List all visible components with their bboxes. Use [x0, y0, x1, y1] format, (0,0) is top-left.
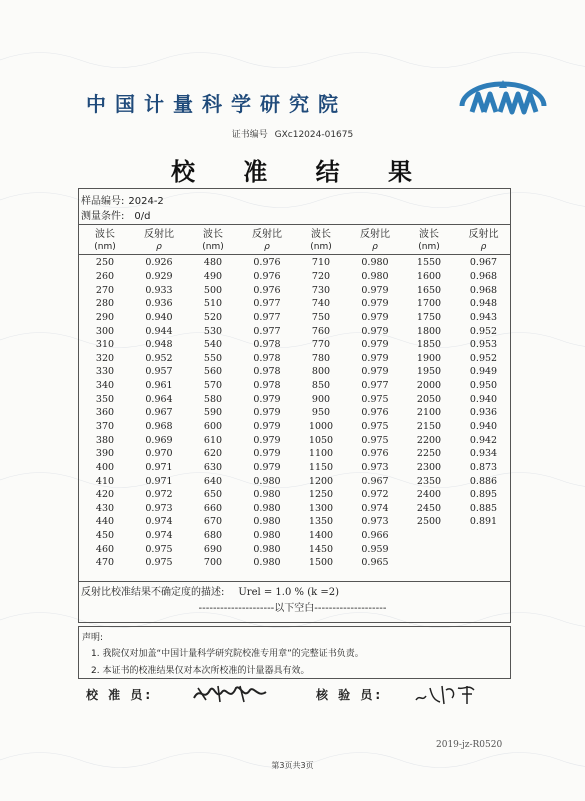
- reflectance-cell: 0.952: [469, 352, 498, 364]
- reflectance-cell: [456, 529, 511, 543]
- reflectance-cell: 0.953: [469, 339, 498, 351]
- reflectance-cell: 0.940: [469, 421, 498, 432]
- wavelength-cell: 700: [203, 557, 223, 569]
- wavelength-cell: 420: [95, 489, 115, 501]
- reflectance-cell: [456, 556, 511, 570]
- reflectance-cell: 0.979: [253, 407, 281, 419]
- wavelength-cell: 450: [95, 530, 115, 542]
- wavelength-cell: 470: [95, 557, 115, 569]
- wavelength-cell: 400: [95, 461, 115, 473]
- wavelength-cell: 1650: [416, 284, 442, 296]
- header-reflectance-symbol: ρ: [264, 242, 270, 252]
- reflectance-cell: 0.978: [253, 352, 281, 364]
- table-body: [78, 254, 511, 570]
- wavelength-cell: 1100: [308, 448, 334, 460]
- reflectance-cell: 0.979: [361, 339, 389, 351]
- wavelength-cell: 540: [203, 339, 223, 351]
- wavelength-cell: 1800: [416, 325, 442, 337]
- statement-note-2: 2. 本证书的校准结果仅对本次所校准的计量器具有效。: [91, 666, 310, 676]
- reflectance-cell: 0.970: [145, 448, 173, 460]
- reflectance-cell: 0.975: [361, 393, 389, 405]
- wavelength-cell: 780: [311, 352, 331, 364]
- reflectance-cell: 0.895: [469, 489, 498, 501]
- sample-id-label: 样品编号:: [81, 196, 125, 207]
- measurement-condition-line: [81, 207, 150, 222]
- reflectance-cell: 0.940: [469, 393, 498, 405]
- table-row: [78, 461, 511, 475]
- wavelength-cell: 1900: [416, 352, 442, 364]
- wavelength-cell: 710: [311, 257, 331, 269]
- wavelength-cell: 500: [203, 284, 223, 296]
- wavelength-cell: 290: [95, 311, 115, 323]
- reflectance-cell: 0.979: [361, 366, 389, 378]
- header-wavelength-unit: (nm): [310, 242, 332, 252]
- reflectance-cell: 0.975: [145, 543, 173, 555]
- calibrator-label: 校 准 员:: [86, 688, 154, 702]
- wavelength-cell: 850: [311, 380, 331, 392]
- reflectance-cell: 0.948: [469, 298, 498, 310]
- organization-name: 中国计量科学研究院: [86, 92, 347, 116]
- reflectance-cell: 0.944: [145, 325, 173, 337]
- wavelength-cell: 690: [203, 543, 223, 555]
- wavelength-cell: 640: [203, 475, 223, 487]
- reflectance-cell: 0.973: [145, 502, 173, 514]
- reflectance-cell: 0.943: [469, 311, 498, 323]
- wavelength-cell: 1600: [416, 270, 442, 282]
- reflectance-cell: 0.976: [253, 270, 281, 282]
- table-row: [78, 379, 511, 393]
- wavelength-cell: 270: [95, 284, 115, 296]
- header-wavelength: 波长: [203, 229, 223, 240]
- reflectance-cell: 0.891: [469, 516, 498, 528]
- header-reflectance: 反射比: [468, 229, 499, 240]
- wavelength-cell: 1450: [308, 543, 334, 555]
- reflectance-cell: 0.969: [145, 434, 173, 446]
- wavelength-cell: 1200: [308, 475, 334, 487]
- wavelength-cell: 410: [95, 475, 115, 487]
- reflectance-cell: 0.977: [253, 311, 281, 323]
- reflectance-cell: 0.886: [469, 475, 498, 487]
- table-row: [78, 542, 511, 556]
- wavelength-cell: 590: [203, 407, 223, 419]
- wavelength-cell: 650: [203, 489, 223, 501]
- wavelength-cell: [402, 542, 456, 556]
- reflectance-cell: 0.976: [361, 448, 389, 460]
- table-row: [78, 433, 511, 447]
- wavelength-cell: 2200: [416, 434, 442, 446]
- reflectance-cell: 0.967: [145, 407, 173, 419]
- uncertainty-label: 反射比校准结果不确定度的描述:: [81, 587, 225, 598]
- condition-label: 测量条件:: [81, 211, 125, 222]
- table-row: [78, 270, 511, 284]
- reflectance-cell: 0.975: [145, 557, 173, 569]
- sample-id-line: [81, 192, 164, 207]
- wavelength-cell: 2500: [416, 516, 442, 528]
- wavelength-cell: 380: [95, 434, 115, 446]
- reflectance-cell: 0.976: [253, 257, 281, 269]
- nim-logo-icon: [458, 76, 548, 120]
- table-bottom-rule: [78, 581, 511, 582]
- header-reflectance-symbol: ρ: [156, 242, 162, 252]
- reflectance-cell: 0.950: [469, 380, 498, 392]
- wavelength-cell: 1250: [308, 489, 334, 501]
- table-row: [78, 283, 511, 297]
- wavelength-cell: 720: [311, 270, 331, 282]
- wavelength-cell: 330: [95, 366, 115, 378]
- wavelength-cell: 1150: [308, 461, 334, 473]
- reflectance-cell: 0.979: [253, 393, 281, 405]
- wavelength-cell: 440: [95, 516, 115, 528]
- table-row: [78, 502, 511, 516]
- wavelength-cell: 260: [95, 270, 115, 282]
- reflectance-cell: 0.968: [145, 421, 173, 432]
- reflectance-cell: 0.885: [469, 502, 498, 514]
- wavelength-cell: 250: [95, 257, 115, 269]
- wavelength-cell: 740: [311, 298, 331, 310]
- statement-note-1: 1. 我院仅对加盖“中国计量科学研究院校准专用章”的完整证书负责。: [91, 649, 364, 659]
- reflectance-cell: 0.973: [361, 461, 389, 473]
- table-row: [78, 420, 511, 434]
- wavelength-cell: 1550: [416, 257, 442, 269]
- reflectance-cell: 0.933: [145, 284, 173, 296]
- wavelength-cell: 760: [311, 325, 331, 337]
- wavelength-cell: 2300: [416, 461, 442, 473]
- reflectance-cell: 0.961: [145, 380, 173, 392]
- wavelength-cell: 670: [203, 516, 223, 528]
- wavelength-cell: 320: [95, 352, 115, 364]
- wavelength-cell: 2150: [416, 421, 442, 432]
- header-wavelength-unit: (nm): [418, 242, 440, 252]
- wavelength-cell: 730: [311, 284, 331, 296]
- wavelength-cell: 460: [95, 543, 115, 555]
- reflectance-cell: 0.971: [145, 461, 173, 473]
- table-row: [78, 311, 511, 325]
- table-row: [78, 406, 511, 420]
- reflectance-cell: 0.980: [361, 257, 389, 269]
- sample-id-value: 2024-2: [128, 196, 164, 207]
- reflectance-cell: 0.967: [361, 475, 389, 487]
- wavelength-cell: 2350: [416, 475, 442, 487]
- wavelength-cell: 900: [311, 393, 331, 405]
- reflectance-cell: 0.926: [145, 257, 173, 269]
- blank-below-marker: ---------------------以下空白--------------------: [198, 603, 387, 614]
- reflectance-cell: 0.980: [253, 543, 281, 555]
- page-number: 第3页共3页: [271, 761, 314, 770]
- reflectance-cell: 0.949: [469, 366, 498, 378]
- wavelength-cell: 550: [203, 352, 223, 364]
- reflectance-cell: 0.952: [145, 352, 173, 364]
- reflectance-cell: 0.968: [469, 270, 498, 282]
- wavelength-cell: 600: [203, 421, 223, 432]
- wavelength-cell: 1750: [416, 311, 442, 323]
- header-reflectance: 反射比: [360, 229, 390, 240]
- statement-title: 声明:: [82, 633, 104, 643]
- wavelength-cell: [402, 529, 456, 543]
- table-row: [78, 254, 511, 270]
- reflectance-cell: 0.959: [361, 543, 389, 555]
- reflectance-cell: 0.979: [361, 284, 389, 296]
- wavelength-cell: 2450: [416, 502, 442, 514]
- reflectance-cell: 0.979: [361, 298, 389, 310]
- table-row: [78, 474, 511, 488]
- wavelength-cell: 610: [203, 434, 223, 446]
- reflectance-cell: 0.978: [253, 380, 281, 392]
- wavelength-cell: 480: [203, 257, 223, 269]
- reflectance-cell: 0.979: [253, 434, 281, 446]
- page-title: 校 准 结 果: [170, 158, 433, 186]
- reflectance-cell: 0.974: [361, 502, 389, 514]
- table-row: [78, 297, 511, 311]
- verifier-label: 核 验 员:: [316, 688, 384, 702]
- wavelength-cell: 1350: [308, 516, 334, 528]
- statement-box: [78, 626, 511, 679]
- calibrator-signature-icon: [190, 680, 270, 706]
- wavelength-cell: 580: [203, 393, 223, 405]
- wavelength-cell: 1500: [308, 557, 334, 569]
- reflectance-cell: 0.940: [145, 311, 173, 323]
- certificate-number: [0, 127, 585, 140]
- reflectance-cell: 0.964: [145, 393, 173, 405]
- wavelength-cell: 770: [311, 339, 331, 351]
- reflectance-cell: 0.973: [361, 516, 389, 528]
- wavelength-cell: 2000: [416, 380, 442, 392]
- wavelength-cell: 660: [203, 502, 223, 514]
- reflectance-cell: 0.977: [361, 380, 389, 392]
- wavelength-cell: 950: [311, 407, 331, 419]
- reflectance-cell: 0.980: [253, 557, 281, 569]
- wavelength-cell: [402, 556, 456, 570]
- reflectance-cell: 0.978: [253, 339, 281, 351]
- uncertainty-statement: [81, 583, 339, 598]
- results-table: [78, 225, 511, 570]
- reflectance-cell: 0.975: [361, 434, 389, 446]
- reflectance-cell: 0.957: [145, 366, 173, 378]
- reflectance-cell: 0.980: [253, 475, 281, 487]
- wavelength-cell: 370: [95, 421, 115, 432]
- wavelength-cell: 280: [95, 298, 115, 310]
- table-subheader-row: [78, 240, 511, 254]
- reflectance-cell: 0.977: [253, 298, 281, 310]
- table-row: [78, 338, 511, 352]
- header-reflectance: 反射比: [252, 229, 282, 240]
- wavelength-cell: 2050: [416, 393, 442, 405]
- wavelength-cell: 800: [311, 366, 331, 378]
- header-wavelength-unit: (nm): [202, 242, 224, 252]
- wavelength-cell: 1400: [308, 530, 334, 542]
- reflectance-cell: 0.936: [469, 407, 498, 419]
- reflectance-cell: 0.873: [469, 461, 498, 473]
- wavelength-cell: 300: [95, 325, 115, 337]
- table-row: [78, 365, 511, 379]
- wavelength-cell: 2250: [416, 448, 442, 460]
- reflectance-cell: 0.967: [469, 257, 498, 269]
- wavelength-cell: 520: [203, 311, 223, 323]
- wavelength-cell: 620: [203, 448, 223, 460]
- table-row: [78, 447, 511, 461]
- table-row: [78, 488, 511, 502]
- reflectance-cell: 0.936: [145, 298, 173, 310]
- wavelength-cell: 1950: [416, 366, 442, 378]
- reflectance-cell: 0.979: [253, 461, 281, 473]
- reflectance-cell: 0.942: [469, 434, 498, 446]
- cert-number-value: GXc12024-01675: [274, 130, 354, 140]
- header-reflectance-symbol: ρ: [480, 242, 487, 252]
- wavelength-cell: 1850: [416, 339, 442, 351]
- wavelength-cell: 560: [203, 366, 223, 378]
- reflectance-cell: 0.948: [145, 339, 173, 351]
- wavelength-cell: 1050: [308, 434, 334, 446]
- reflectance-cell: 0.965: [361, 557, 389, 569]
- wavelength-cell: 310: [95, 339, 115, 351]
- reflectance-cell: 0.979: [253, 448, 281, 460]
- wavelength-cell: 630: [203, 461, 223, 473]
- wavelength-cell: 1300: [308, 502, 334, 514]
- table-row: [78, 515, 511, 529]
- reflectance-cell: 0.979: [361, 325, 389, 337]
- reflectance-cell: 0.974: [145, 516, 173, 528]
- verifier-signature-icon: [412, 680, 482, 706]
- reflectance-cell: 0.972: [145, 489, 173, 501]
- reflectance-cell: 0.979: [361, 311, 389, 323]
- table-row: [78, 556, 511, 570]
- wavelength-cell: 430: [95, 502, 115, 514]
- wavelength-cell: 1700: [416, 298, 442, 310]
- wavelength-cell: 530: [203, 325, 223, 337]
- reflectance-cell: [456, 542, 511, 556]
- wavelength-cell: 510: [203, 298, 223, 310]
- reflectance-cell: 0.980: [253, 489, 281, 501]
- reflectance-cell: 0.972: [361, 489, 389, 501]
- header-reflectance-symbol: ρ: [372, 242, 378, 252]
- wavelength-cell: 390: [95, 448, 115, 460]
- header-wavelength: 波长: [95, 229, 115, 240]
- header-wavelength: 波长: [311, 229, 331, 240]
- reflectance-cell: 0.980: [253, 516, 281, 528]
- wavelength-cell: 490: [203, 270, 223, 282]
- reflectance-cell: 0.934: [469, 448, 498, 460]
- wavelength-cell: 680: [203, 530, 223, 542]
- reflectance-cell: 0.974: [145, 530, 173, 542]
- wavelength-cell: 350: [95, 393, 115, 405]
- cert-number-label: 证书编号: [231, 130, 268, 140]
- wavelength-cell: 750: [311, 311, 331, 323]
- wavelength-cell: 1000: [308, 421, 334, 432]
- wavelength-cell: 570: [203, 380, 223, 392]
- header-wavelength-unit: (nm): [94, 242, 116, 252]
- form-code: 2019-jz-R0520: [436, 740, 503, 750]
- reflectance-cell: 0.976: [253, 284, 281, 296]
- reflectance-cell: 0.976: [361, 407, 389, 419]
- reflectance-cell: 0.979: [253, 421, 281, 432]
- condition-value: 0/d: [134, 211, 151, 222]
- uncertainty-value: Urel = 1.0 % (k =2): [238, 587, 339, 598]
- reflectance-cell: 0.980: [253, 530, 281, 542]
- reflectance-cell: 0.975: [361, 421, 389, 432]
- wavelength-cell: 2400: [416, 489, 442, 501]
- reflectance-cell: 0.952: [469, 325, 498, 337]
- header-reflectance: 反射比: [144, 229, 174, 240]
- reflectance-cell: 0.929: [145, 270, 173, 282]
- wavelength-cell: 340: [95, 380, 115, 392]
- table-header-row: [78, 225, 511, 240]
- reflectance-cell: 0.979: [361, 352, 389, 364]
- reflectance-cell: 0.966: [361, 530, 389, 542]
- table-row: [78, 529, 511, 543]
- wavelength-cell: 360: [95, 407, 115, 419]
- reflectance-cell: 0.980: [253, 502, 281, 514]
- reflectance-cell: 0.968: [469, 284, 498, 296]
- reflectance-cell: 0.977: [253, 325, 281, 337]
- header-wavelength: 波长: [419, 229, 439, 240]
- wavelength-cell: 2100: [416, 407, 442, 419]
- reflectance-cell: 0.971: [145, 475, 173, 487]
- table-row: [78, 324, 511, 338]
- reflectance-cell: 0.978: [253, 366, 281, 378]
- reflectance-cell: 0.980: [361, 270, 389, 282]
- table-row: [78, 392, 511, 406]
- table-row: [78, 351, 511, 365]
